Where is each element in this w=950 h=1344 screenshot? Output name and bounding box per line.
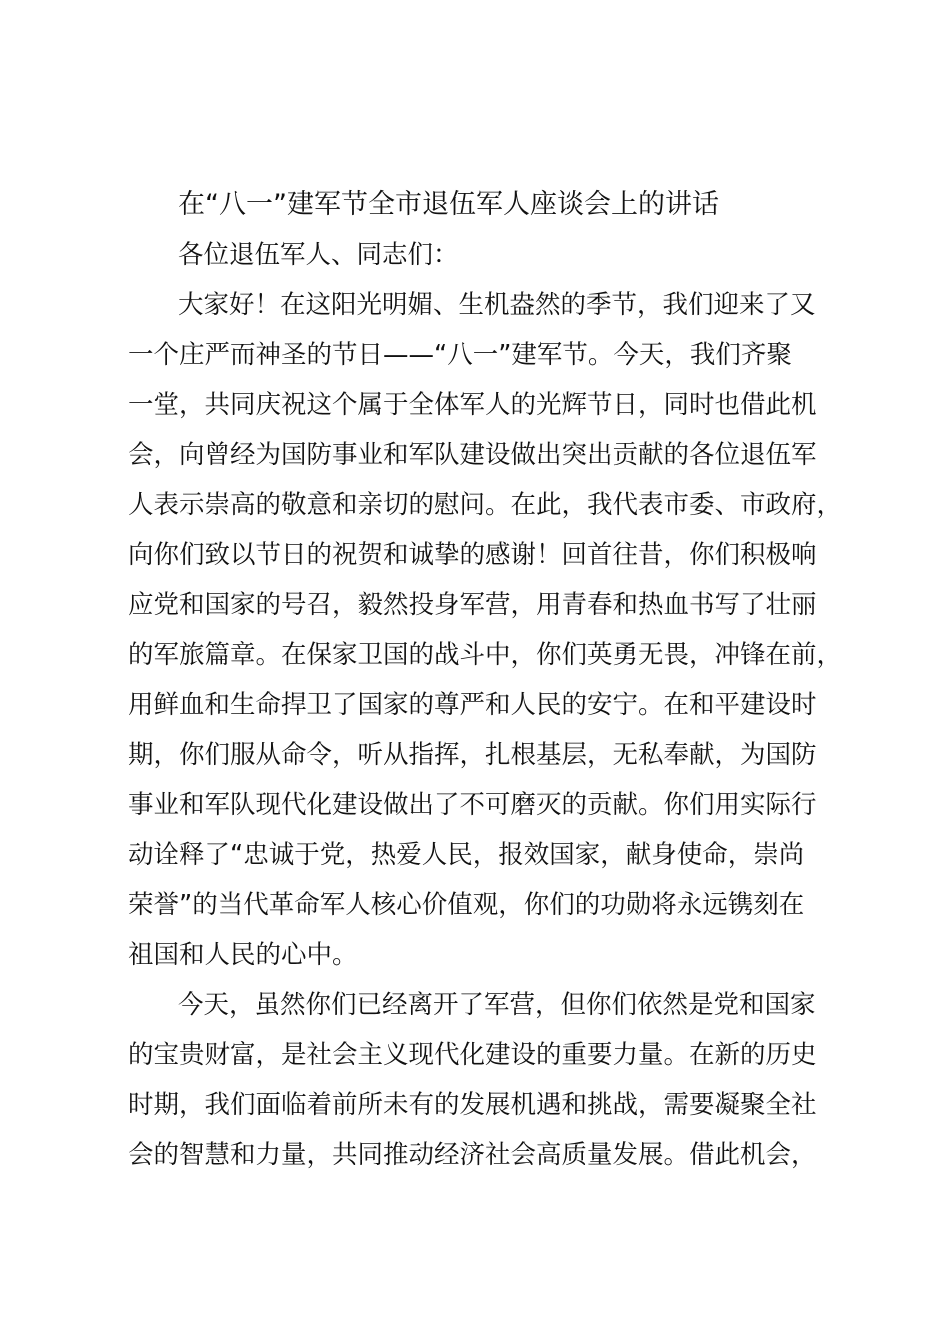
document-body bbox=[128, 180, 843, 1180]
document-title: 在“八一”建军节全市退伍军人座谈会上的讲话 bbox=[178, 189, 719, 220]
paragraph-2 bbox=[128, 980, 834, 1180]
paragraph-line: 会的智慧和力量，共同推动经济社会高质量发展。借此机会， bbox=[128, 1140, 817, 1170]
paragraph-line: 动诠释了“忠诚于党，热爱人民，报效国家，献身使命，崇尚 bbox=[128, 840, 805, 870]
paragraph-line: 应党和国家的号召，毅然投身军营，用青春和热血书写了壮丽 bbox=[128, 590, 817, 620]
paragraph-line: 用鲜血和生命捍卫了国家的尊严和人民的安宁。在和平建设时 bbox=[128, 690, 817, 720]
paragraph-line: 今天，虽然你们已经离开了军营，但你们依然是党和国家 bbox=[178, 990, 816, 1020]
paragraph-line: 会，向曾经为国防事业和军队建设做出突出贡献的各位退伍军 bbox=[128, 440, 817, 470]
paragraph-line: 的军旅篇章。在保家卫国的战斗中，你们英勇无畏，冲锋在前， bbox=[128, 640, 843, 670]
paragraph-line: 期，你们服从命令，听从指挥，扎根基层，无私奉献，为国防 bbox=[128, 740, 817, 770]
paragraph-1 bbox=[128, 280, 843, 980]
paragraph-line: 大家好！在这阳光明媚、生机盎然的季节，我们迎来了又 bbox=[178, 290, 816, 320]
paragraph-line: 向你们致以节日的祝贺和诚挚的感谢！回首往昔，你们积极响 bbox=[128, 540, 817, 570]
paragraph-line: 事业和军队现代化建设做出了不可磨灭的贡献。你们用实际行 bbox=[128, 790, 817, 820]
paragraph-line: 一个庄严而神圣的节日——“八一”建军节。今天，我们齐聚 bbox=[128, 340, 792, 370]
paragraph-line: 荣誉”的当代革命军人核心价值观，你们的功勋将永远镌刻在 bbox=[128, 890, 805, 920]
paragraph-line: 的宝贵财富，是社会主义现代化建设的重要力量。在新的历史 bbox=[128, 1040, 817, 1070]
paragraph-line: 一堂，共同庆祝这个属于全体军人的光辉节日，同时也借此机 bbox=[128, 390, 817, 420]
paragraph-line: 人表示崇高的敬意和亲切的慰问。在此，我代表市委、市政府， bbox=[128, 490, 843, 520]
paragraph-line: 祖国和人民的心中。 bbox=[128, 940, 358, 970]
salutation: 各位退伍军人、同志们： bbox=[178, 240, 459, 270]
paragraph-line: 时期，我们面临着前所未有的发展机遇和挑战，需要凝聚全社 bbox=[128, 1090, 817, 1120]
